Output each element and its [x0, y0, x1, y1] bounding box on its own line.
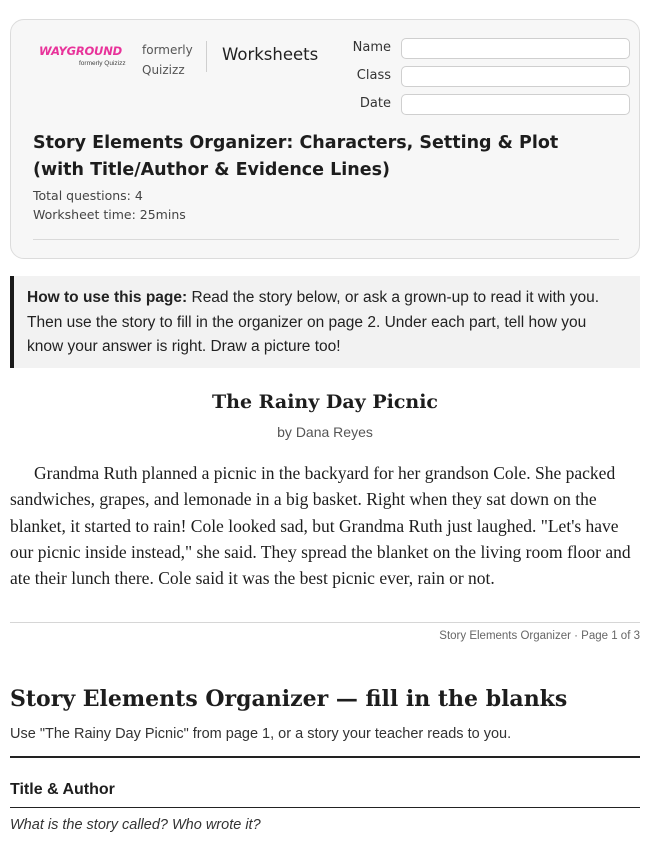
wayground-logo: [39, 44, 129, 72]
title-author-prompt: What is the story called? Who wrote it?: [10, 817, 261, 833]
organizer-heading: Story Elements Organizer — fill in the blanks: [10, 686, 568, 712]
title-author-label: Title & Author: [10, 781, 115, 798]
organizer-subtitle: Use "The Rainy Day Picnic" from page 1, or a story your teacher reads to you.: [10, 726, 512, 742]
page-footer: Story Elements Organizer · Page 1 of 3: [439, 630, 640, 642]
name-field-row: [311, 38, 631, 60]
worksheets-label: Worksheets: [222, 45, 319, 64]
worksheet-header-card: [10, 19, 640, 259]
page-divider: [10, 622, 640, 623]
date-label: Date: [359, 96, 391, 111]
story-title: The Rainy Day Picnic: [212, 391, 438, 413]
worksheet-title: Story Elements Organizer: Characters, Setting & Plot (with Title/Author & Evidence Lines): [33, 133, 559, 180]
formerly-quizizz: formerly Quizizz: [142, 43, 193, 77]
class-input[interactable]: [401, 66, 630, 87]
logo-tagline: formerly Quizizz: [79, 60, 126, 67]
how-to-lead: How to use this page:: [27, 289, 188, 306]
logo-wordmark: WAYGROUND: [39, 44, 122, 58]
section-label-rule: [10, 807, 640, 808]
class-field-row: [311, 66, 631, 88]
header-divider: [206, 41, 207, 72]
story-author: by Dana Reyes: [277, 424, 373, 440]
card-divider: [33, 239, 619, 240]
total-questions: Total questions: 4: [33, 188, 143, 203]
class-label: Class: [356, 68, 391, 83]
how-to-box: [10, 276, 640, 368]
story-body: Grandma Ruth planned a picnic in the backyard for her grandson Cole. She packed sandwiches, grapes, and lemonade in a big basket. Right when they sat down on the blanket, it started to rain! Cole looked sad, but Grandma Ruth just laughed. "Let's have our picnic inside instead," she said. They spread the blanket on the living room floor and ate their lunch there. Cole said it was the best picnic ever, rain or not.: [10, 463, 631, 589]
worksheet-time: Worksheet time: 25mins: [33, 207, 186, 222]
section-top-rule: [10, 756, 640, 758]
date-input[interactable]: [401, 94, 630, 115]
how-to-text: Read the story below, or ask a grown-up to read it with you. Then use the story to fill in the organizer on page 2. Under each part, tell how you know your answer is right. Draw a picture too!: [27, 289, 600, 355]
name-label: Name: [352, 40, 391, 55]
name-input[interactable]: [401, 38, 630, 59]
date-field-row: [311, 94, 631, 116]
